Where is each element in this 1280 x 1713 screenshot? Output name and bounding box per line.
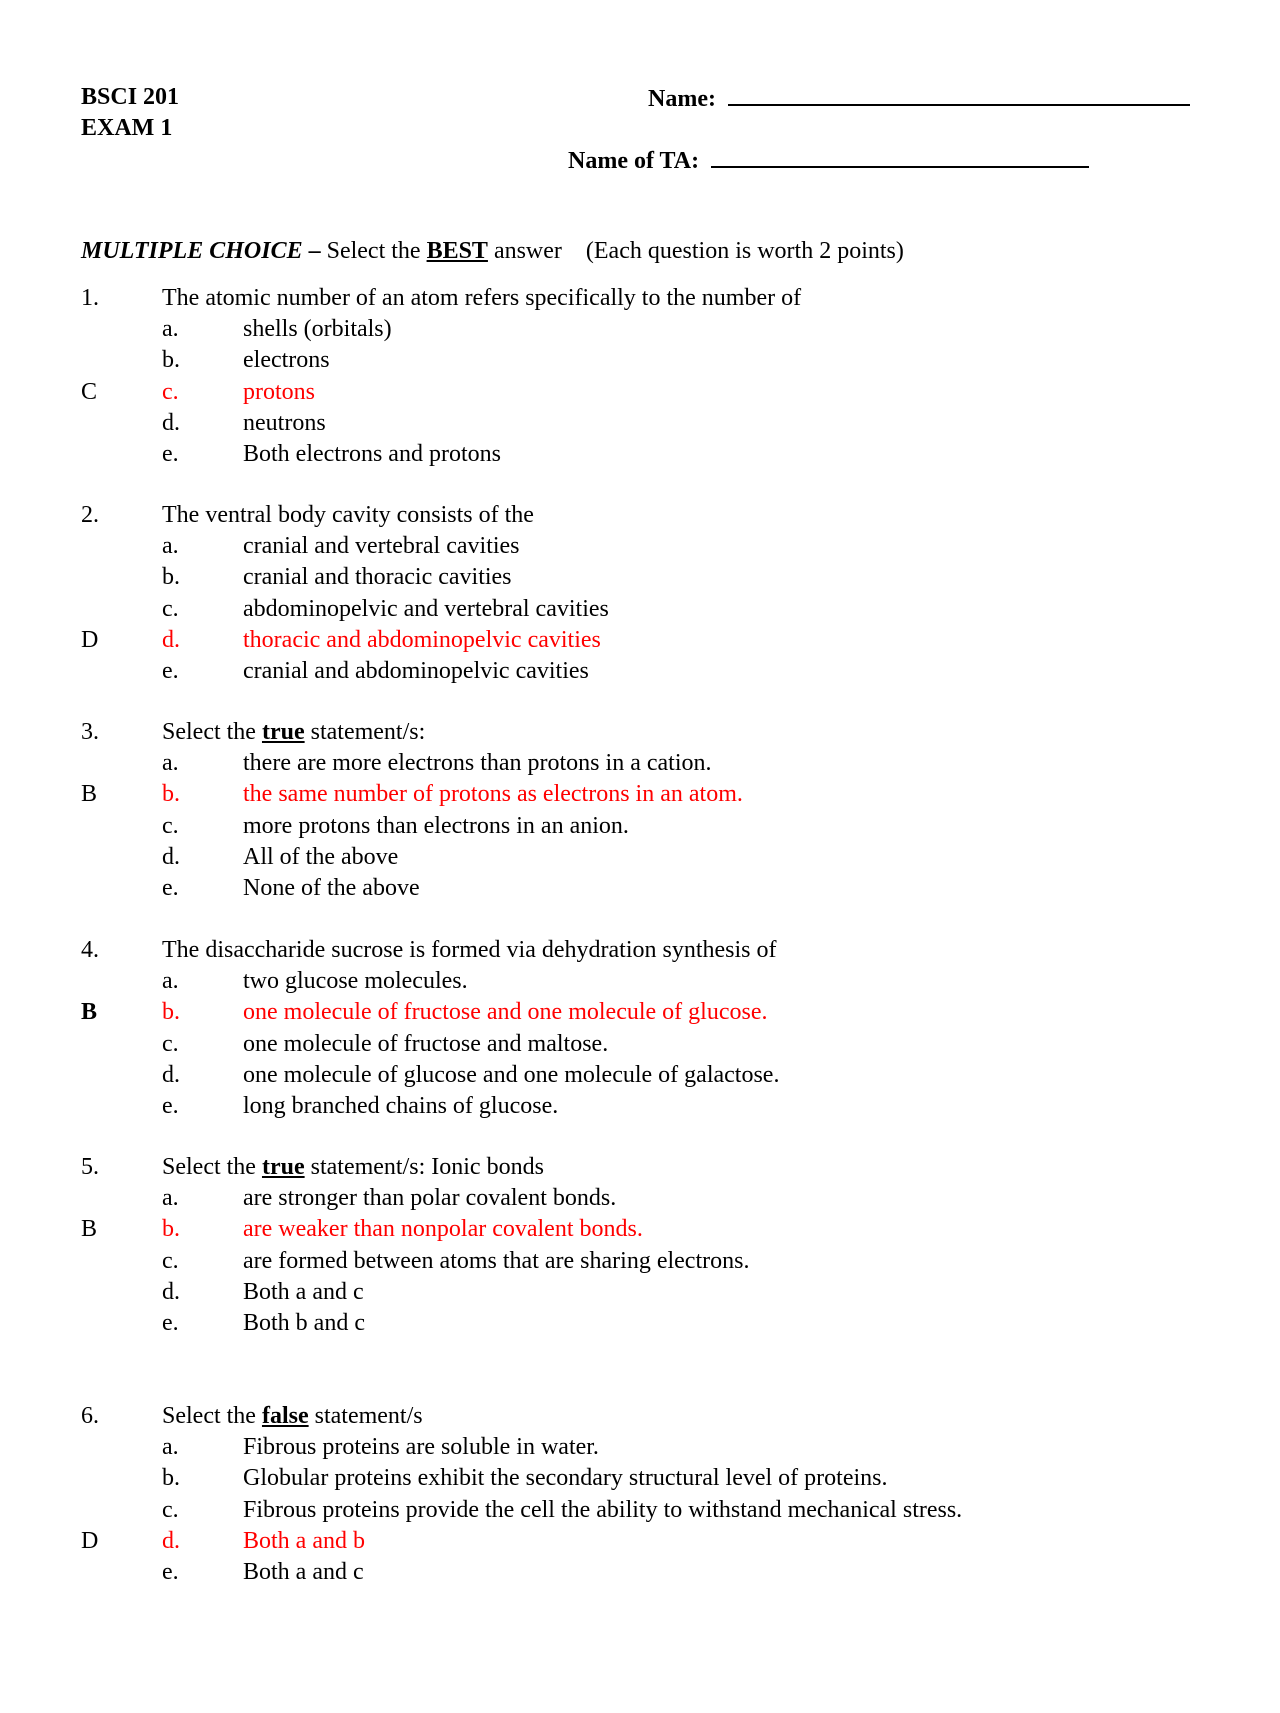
option-letter: b. [162, 781, 180, 808]
option-e [0, 1557, 1280, 1588]
option-c-correct [0, 377, 1280, 408]
option-text: All of the above [243, 843, 399, 870]
option-d-correct [0, 1526, 1280, 1557]
answer-key: B [81, 1216, 98, 1243]
option-letter: c. [162, 378, 179, 405]
option-text: Both a and c [243, 1558, 364, 1585]
option-letter: c. [162, 595, 179, 622]
option-c [0, 1246, 1280, 1277]
question-number: 5. [81, 1154, 99, 1180]
option-c [0, 594, 1280, 625]
question-3 [0, 717, 1280, 904]
instructions-answer: answer [487, 238, 562, 264]
option-text: are stronger than polar covalent bonds. [243, 1185, 617, 1212]
question-number: 2. [81, 502, 99, 528]
option-letter: c. [162, 812, 179, 839]
option-letter: b. [162, 347, 180, 374]
answer-key: D [81, 1527, 99, 1554]
question-stem-row [0, 283, 1280, 314]
option-b-correct [0, 779, 1280, 810]
option-e [0, 1091, 1280, 1122]
instructions-points: (Each question is worth 2 points) [585, 238, 904, 264]
option-text: cranial and abdominopelvic cavities [243, 657, 589, 684]
option-a [0, 531, 1280, 562]
answer-key: C [81, 378, 98, 405]
option-letter: d. [162, 843, 180, 870]
option-e [0, 656, 1280, 687]
option-a [0, 1432, 1280, 1463]
question-stem-row [0, 500, 1280, 531]
option-b [0, 562, 1280, 593]
option-text: electrons [243, 347, 330, 374]
option-letter: e. [162, 1558, 179, 1585]
option-text: more protons than electrons in an anion. [243, 812, 629, 839]
option-text: Both b and c [243, 1309, 365, 1336]
option-d [0, 1060, 1280, 1091]
option-letter: d. [162, 626, 180, 653]
option-letter: b. [162, 564, 180, 591]
option-text: None of the above [243, 874, 420, 901]
question-5 [0, 1152, 1280, 1339]
option-text: shells (orbitals) [243, 316, 392, 343]
instructions-best: BEST [426, 238, 488, 264]
question-number: 3. [81, 719, 99, 745]
question-stem: Select the false statement/s [162, 1403, 423, 1429]
option-a [0, 314, 1280, 345]
option-text: one molecule of fructose and maltose. [243, 1030, 609, 1057]
option-letter: c. [162, 1030, 179, 1057]
question-number: 1. [81, 285, 99, 311]
option-letter: a. [162, 316, 179, 343]
option-text: neutrons [243, 409, 326, 436]
option-letter: c. [162, 1496, 179, 1523]
option-letter: d. [162, 1278, 180, 1305]
option-text: one molecule of fructose and one molecule of glucose. [243, 999, 768, 1026]
option-text: are formed between atoms that are sharing electrons. [243, 1247, 750, 1274]
instructions [81, 236, 904, 267]
option-b-correct [0, 1214, 1280, 1245]
option-d [0, 1277, 1280, 1308]
option-letter: e. [162, 1309, 179, 1336]
question-stem-row [0, 1152, 1280, 1183]
option-text: thoracic and abdominopelvic cavities [243, 626, 601, 653]
question-number: 4. [81, 937, 99, 963]
option-c [0, 811, 1280, 842]
option-letter: d. [162, 1061, 180, 1088]
option-text: Fibrous proteins provide the cell the ability to withstand mechanical stress. [243, 1496, 963, 1523]
section-dash: – [302, 238, 327, 264]
option-text: cranial and thoracic cavities [243, 564, 512, 591]
instructions-select: Select the [326, 238, 427, 264]
option-letter: d. [162, 409, 180, 436]
option-c [0, 1495, 1280, 1526]
option-letter: e. [162, 874, 179, 901]
option-text: abdominopelvic and vertebral cavities [243, 595, 609, 622]
question-stem: Select the true statement/s: [162, 719, 426, 745]
option-text: protons [243, 378, 315, 405]
option-text: Fibrous proteins are soluble in water. [243, 1434, 599, 1461]
option-text: Globular proteins exhibit the secondary structural level of proteins. [243, 1465, 888, 1492]
question-stem: The disaccharide sucrose is formed via dehydration synthesis of [162, 937, 777, 963]
option-letter: e. [162, 440, 179, 467]
section-title: MULTIPLE CHOICE [81, 238, 303, 264]
option-b [0, 345, 1280, 376]
question-stem: Select the true statement/s: Ionic bonds [162, 1154, 544, 1180]
question-stem-row [0, 935, 1280, 966]
question-4 [0, 935, 1280, 1122]
question-stem-row [0, 717, 1280, 748]
option-e [0, 1308, 1280, 1339]
course-block [81, 82, 179, 144]
option-text: there are more electrons than protons in a cation. [243, 750, 712, 777]
option-letter: a. [162, 1434, 179, 1461]
student-name-line [648, 82, 1190, 115]
question-stem-row [0, 1401, 1280, 1432]
option-text: cranial and vertebral cavities [243, 533, 520, 560]
answer-key: D [81, 626, 99, 653]
option-b [0, 1463, 1280, 1494]
option-text: two glucose molecules. [243, 968, 468, 995]
exam-title: EXAM 1 [81, 115, 173, 141]
ta-name-line [568, 144, 1089, 177]
option-text: Both a and c [243, 1278, 364, 1305]
option-letter: c. [162, 1247, 179, 1274]
option-c [0, 1029, 1280, 1060]
option-letter: a. [162, 968, 179, 995]
option-d [0, 842, 1280, 873]
option-letter: b. [162, 1216, 180, 1243]
option-d-correct [0, 625, 1280, 656]
question-6 [0, 1401, 1280, 1588]
name-label: Name: [648, 86, 716, 112]
ta-blank[interactable] [711, 144, 1089, 168]
option-e [0, 873, 1280, 904]
option-text: the same number of protons as electrons in an atom. [243, 781, 743, 808]
option-b-correct [0, 997, 1280, 1028]
question-stem: The ventral body cavity consists of the [162, 502, 534, 528]
option-letter: e. [162, 1092, 179, 1119]
option-text: one molecule of glucose and one molecule of galactose. [243, 1061, 780, 1088]
option-letter: e. [162, 657, 179, 684]
answer-key: B [81, 999, 98, 1026]
question-1 [0, 283, 1280, 470]
name-blank[interactable] [728, 82, 1190, 106]
option-letter: d. [162, 1527, 180, 1554]
course-code: BSCI 201 [81, 84, 180, 110]
option-a [0, 748, 1280, 779]
question-2 [0, 500, 1280, 687]
answer-key: B [81, 781, 98, 808]
option-letter: a. [162, 750, 179, 777]
option-text: are weaker than nonpolar covalent bonds. [243, 1216, 643, 1243]
option-text: Both a and b [243, 1527, 365, 1554]
option-a [0, 966, 1280, 997]
option-letter: b. [162, 1465, 180, 1492]
option-letter: a. [162, 1185, 179, 1212]
question-number: 6. [81, 1403, 99, 1429]
option-text: long branched chains of glucose. [243, 1092, 559, 1119]
option-d [0, 408, 1280, 439]
option-text: Both electrons and protons [243, 440, 501, 467]
option-letter: a. [162, 533, 179, 560]
question-stem: The atomic number of an atom refers specifically to the number of [162, 285, 802, 311]
ta-label: Name of TA: [568, 148, 700, 174]
option-e [0, 439, 1280, 470]
option-a [0, 1183, 1280, 1214]
option-letter: b. [162, 999, 180, 1026]
